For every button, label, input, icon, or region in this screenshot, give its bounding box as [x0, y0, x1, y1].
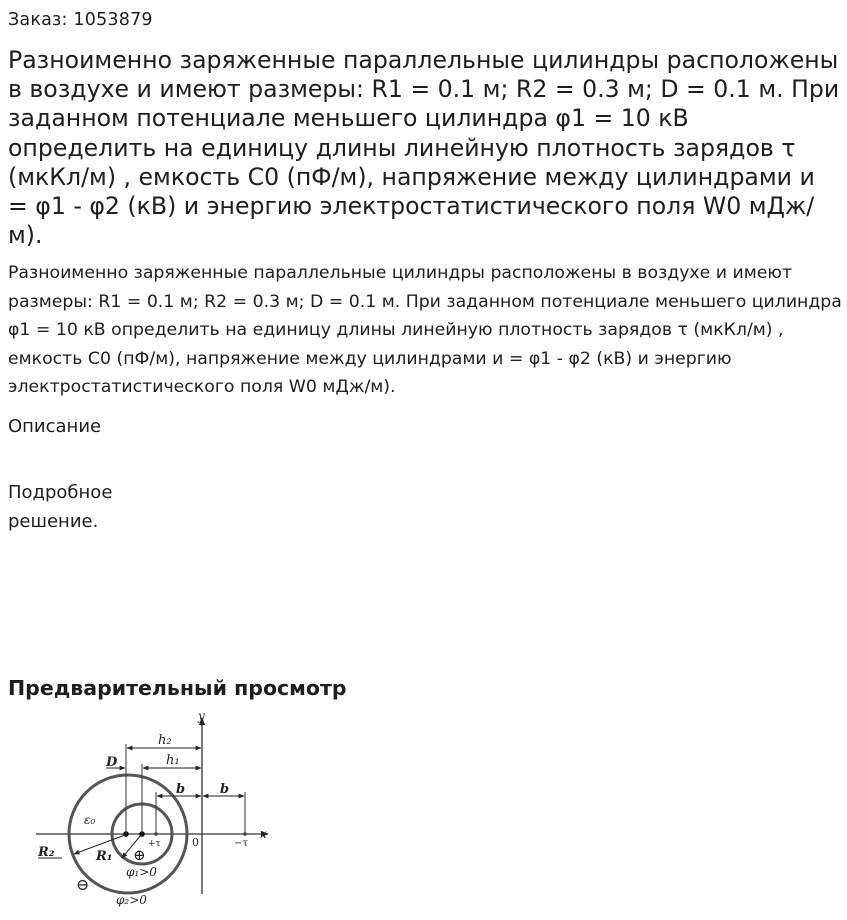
h2-label: h₂ — [158, 733, 172, 748]
y-axis-label: y — [198, 709, 205, 723]
cylinders-diagram — [28, 708, 278, 912]
d-label: D — [106, 755, 118, 770]
h1-label: h₁ — [166, 753, 180, 768]
r1-label: R₁ — [96, 849, 113, 864]
plus-tau-label: +τ — [148, 839, 161, 849]
minus-tau-label: −τ — [234, 838, 248, 849]
page-title: Разноименно заряженные параллельные цилиндры расположены в воздухе и имеют размеры: R1 = 0.1 м; R2 = 0.3 м; D = 0.1 м. При заданном потенциале меньшего цилиндра φ1 = 10 кВ определить на единицу длины линейную плотность зарядов τ (мкКл/м) , емкость С0 (пФ/м), напряжение между цилиндрами и = φ1 - φ2 (кВ) и энергию электростатистического поля W0 мДж/м). — [8, 46, 840, 250]
preview-figure — [28, 708, 278, 912]
x-axis-label: x — [260, 827, 267, 841]
problem-text: Разноименно заряженные параллельные цилиндры расположены в воздухе и имеют размеры: R1 = 0.1 м; R2 = 0.3 м; D = 0.1 м. При заданном потенциале меньшего цилиндра φ1 = 10 кВ определить на единицу длины линейную плотность зарядов τ (мкКл/м) , емкость С0 (пФ/м), напряжение между цилиндрами и = φ1 - φ2 (кВ) и энергию электростатистического поля W0 мДж/м). — [8, 263, 842, 398]
origin-label: 0 — [192, 836, 199, 849]
b-left-label: b — [176, 782, 186, 797]
r2-label: R₂ — [38, 845, 55, 860]
eps0-label: ε₀ — [84, 813, 96, 827]
plus-sign-icon: ⊕ — [133, 846, 146, 864]
b-right-label: b — [220, 782, 230, 797]
description-label: Описание — [8, 416, 102, 437]
phi2-label: φ₂>0 — [116, 893, 147, 907]
order-number: Заказ: 1053879 — [8, 10, 153, 30]
minus-sign-icon: ⊖ — [76, 875, 90, 894]
description-text: Подробное решение. — [8, 482, 113, 532]
phi1-label: φ₁>0 — [126, 865, 157, 879]
preview-heading: Предварительный просмотр — [8, 676, 347, 700]
